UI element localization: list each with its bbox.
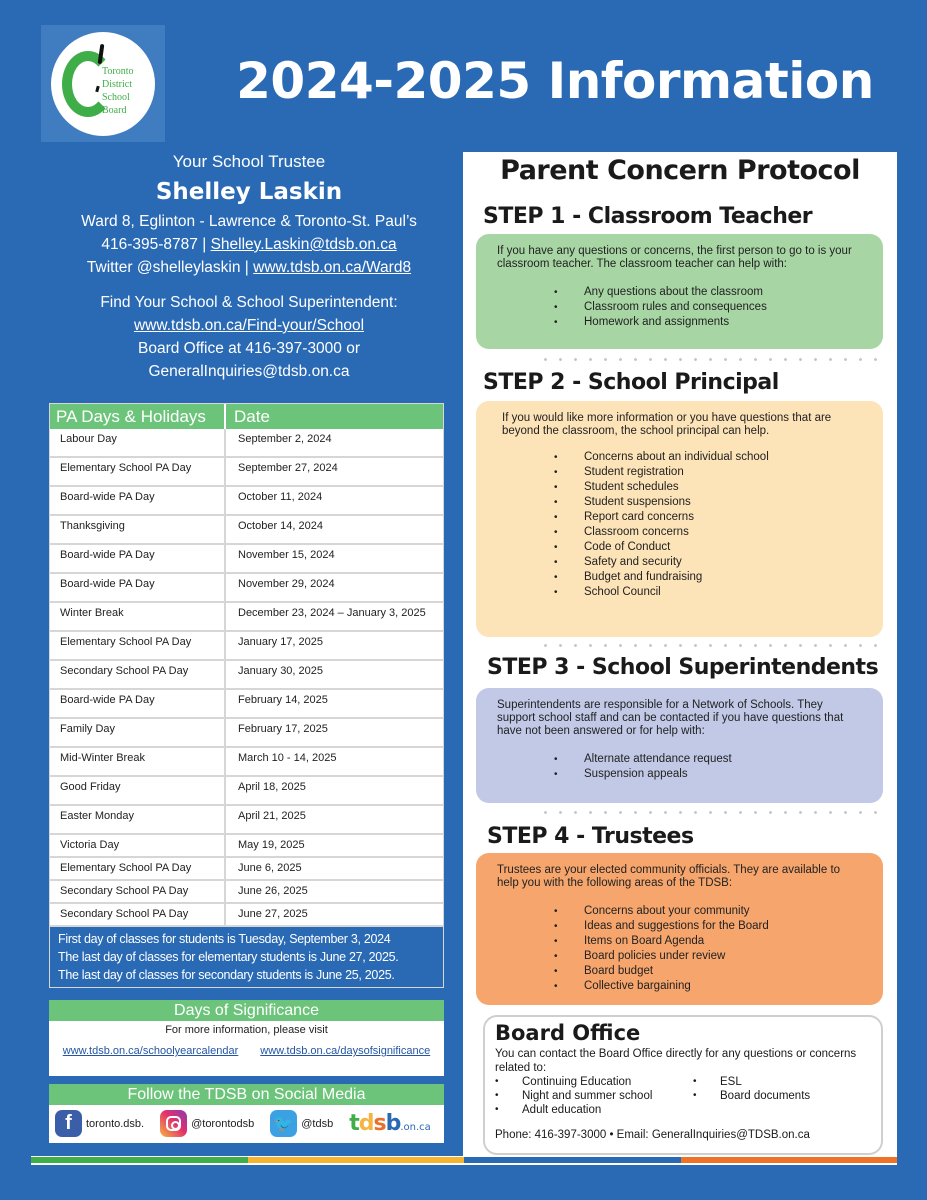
event-cell: Elementary School PA Day (50, 858, 226, 879)
list-item: • Code of Conduct (497, 540, 863, 555)
list-item: • Ideas and suggestions for the Board (497, 919, 863, 934)
list-item: • Student suspensions (497, 495, 863, 510)
table-row (50, 719, 443, 748)
logo-line: School (102, 91, 130, 103)
board-office-phone: Board Office at 416-397-3000 or (137, 340, 361, 357)
stripe-yellow (248, 1157, 465, 1163)
trustee-twitter: Twitter @shelleylaskin (86, 259, 241, 276)
find-school-link[interactable]: www.tdsb.on.ca/Find-your/School (133, 317, 365, 334)
event-cell: Board-wide PA Day (50, 545, 226, 572)
step-3-title: STEP 3 - School Superintendents (487, 655, 879, 680)
list-item: • Suspension appeals (497, 767, 863, 782)
event-cell: Easter Monday (50, 806, 226, 833)
board-office-list-2 (693, 1075, 810, 1117)
table-row (50, 904, 443, 927)
table-row (50, 429, 443, 458)
instagram-handle: @torontodsb (191, 1117, 255, 1130)
list-item: • Board budget (497, 964, 863, 979)
table-row (50, 806, 443, 835)
twitter-link[interactable] (270, 1110, 333, 1137)
social-media-section (49, 1084, 444, 1143)
list-item: • Board documents (693, 1089, 810, 1103)
logo-line: District (102, 78, 132, 90)
date-cell: February 14, 2025 (238, 694, 328, 706)
list-item: • Collective bargaining (497, 979, 863, 994)
trustee-info (45, 150, 453, 383)
event-cell: Thanksgiving (50, 516, 226, 543)
event-cell: Board-wide PA Day (50, 574, 226, 601)
event-cell: Family Day (50, 719, 226, 746)
list-item: • Classroom concerns (497, 525, 863, 540)
step-1-list (497, 285, 863, 330)
table-row (50, 690, 443, 719)
board-office-box (483, 1015, 883, 1155)
brand-letter: s (373, 1111, 386, 1136)
list-item: • Concerns about an individual school (497, 450, 863, 465)
apple-logo-icon (51, 32, 155, 136)
list-item: • Classroom rules and consequences (497, 300, 863, 315)
tdsb-website-logo[interactable] (349, 1111, 431, 1136)
board-office-title: Board Office (495, 1021, 641, 1045)
table-row (50, 777, 443, 806)
dotted-divider (538, 644, 883, 647)
school-year-calendar-link[interactable]: www.tdsb.on.ca/schoolyearcalendar (62, 1045, 239, 1057)
date-cell: May 19, 2025 (238, 839, 305, 851)
event-cell: Secondary School PA Day (50, 881, 226, 902)
board-office-intro: You can contact the Board Office directly for any questions or concerns related to: (495, 1048, 857, 1074)
event-cell: Board-wide PA Day (50, 690, 226, 717)
date-cell: December 23, 2024 – January 3, 2025 (238, 607, 426, 619)
table-row (50, 458, 443, 487)
list-item: • Adult education (495, 1103, 693, 1117)
table-row (50, 858, 443, 881)
step-2-intro: If you would like more information or you have questions that are beyond the classroom, the school principal can help. (502, 412, 832, 437)
step-3-list (497, 752, 863, 782)
facebook-icon: f (55, 1110, 82, 1137)
list-item: • Any questions about the classroom (497, 285, 863, 300)
facebook-handle: toronto.dsb. (86, 1117, 145, 1130)
date-cell: February 17, 2025 (238, 723, 328, 735)
list-item: • Report card concerns (497, 510, 863, 525)
date-cell: September 27, 2024 (238, 462, 338, 474)
table-row (50, 487, 443, 516)
list-item: • Student schedules (497, 480, 863, 495)
date-cell: September 2, 2024 (238, 433, 332, 445)
stripe-blue (464, 1157, 681, 1163)
table-row (50, 574, 443, 603)
date-cell: October 14, 2024 (238, 520, 324, 532)
section-subtitle: For more information, please visit (165, 1024, 328, 1036)
list-item: • Board policies under review (497, 949, 863, 964)
event-cell: Winter Break (50, 603, 226, 630)
step-4-box (476, 853, 883, 1005)
list-item: • ESL (693, 1075, 810, 1089)
table-row (50, 835, 443, 858)
list-item: • Student registration (497, 465, 863, 480)
event-cell: Labour Day (50, 429, 226, 456)
list-item: • Safety and security (497, 555, 863, 570)
step-1-title: STEP 1 - Classroom Teacher (483, 204, 813, 229)
section-heading: Follow the TDSB on Social Media (49, 1084, 444, 1105)
days-of-significance (49, 1000, 444, 1076)
twitter-handle: @tdsb (301, 1117, 334, 1130)
date-cell: April 18, 2025 (238, 781, 306, 793)
date-cell: November 15, 2024 (238, 549, 335, 561)
pa-days-table (49, 403, 444, 988)
dotted-divider (538, 358, 883, 361)
facebook-link[interactable] (55, 1110, 144, 1137)
list-item: • Concerns about your community (497, 904, 863, 919)
board-office-list-1 (495, 1075, 693, 1117)
board-office-contact: Phone: 416-397-3000 • Email: GeneralInquiries@TDSB.on.ca (495, 1129, 810, 1141)
table-row (50, 748, 443, 777)
trustee-label: Your School Trustee (172, 152, 326, 171)
list-item: • Budget and fundraising (497, 570, 863, 585)
table-row (50, 516, 443, 545)
event-cell: Elementary School PA Day (50, 632, 226, 659)
table-row (50, 545, 443, 574)
table-header (50, 404, 443, 429)
parent-concern-protocol (463, 152, 897, 1156)
date-cell: January 17, 2025 (238, 636, 324, 648)
step-3-box (476, 688, 883, 803)
trustee-contact-line (45, 233, 453, 256)
date-cell: October 11, 2024 (238, 491, 323, 503)
general-inquiries-email: GeneralInquiries@tdsb.on.ca (148, 363, 350, 380)
table-row (50, 881, 443, 904)
step-4-list (497, 904, 863, 994)
date-cell: April 21, 2025 (238, 810, 306, 822)
brand-letter: t (349, 1111, 359, 1136)
event-cell: Mid-Winter Break (50, 748, 226, 775)
event-cell: Board-wide PA Day (50, 487, 226, 514)
step-1-intro: If you have any questions or concerns, the first person to go to is your classroom teacher. The classroom teacher can help with: (497, 245, 852, 270)
stripe-green (31, 1157, 248, 1163)
instagram-link[interactable] (160, 1110, 254, 1137)
brand-letter: d (358, 1111, 374, 1136)
table-row (50, 661, 443, 690)
trustee-email-link[interactable]: Shelley.Laskin@tdsb.on.ca (210, 236, 397, 253)
trustee-ward: Ward 8, Eglinton - Lawrence & Toronto-St. Paul’s (81, 213, 417, 230)
instagram-icon (160, 1110, 187, 1137)
step-2-title: STEP 2 - School Principal (483, 370, 779, 395)
table-row (50, 632, 443, 661)
list-item: • Night and summer school (495, 1089, 693, 1103)
date-cell: June 27, 2025 (238, 908, 308, 920)
column-header-event: PA Days & Holidays (50, 404, 226, 429)
classes-notes (50, 927, 443, 987)
tdsb-logo (41, 25, 165, 142)
step-4-intro: Trustees are your elected community officials. They are available to help you with the following areas of the TDSB: (497, 864, 841, 889)
section-heading: Days of Significance (49, 1000, 444, 1021)
separator: | (244, 259, 249, 276)
logo-line: Board (102, 104, 127, 116)
logo-text (102, 65, 134, 117)
date-cell: June 6, 2025 (238, 862, 302, 874)
brand-domain: .on.ca (400, 1122, 431, 1133)
list-item: • School Council (497, 585, 863, 600)
trustee-website-link[interactable]: www.tdsb.on.ca/Ward8 (253, 259, 412, 276)
event-cell: Elementary School PA Day (50, 458, 226, 485)
date-cell: June 26, 2025 (238, 885, 308, 897)
event-cell: Secondary School PA Day (50, 904, 226, 925)
dotted-divider (538, 811, 883, 814)
brand-letter: b (385, 1111, 401, 1136)
trustee-phone: 416-395-8787 (101, 236, 198, 253)
protocol-title: Parent Concern Protocol (500, 155, 860, 186)
note-last-day-elementary: The last day of classes for elementary students is June 27, 2025. (58, 950, 399, 964)
step-2-list (497, 450, 863, 600)
date-cell: March 10 - 14, 2025 (238, 752, 337, 764)
find-school-label: Find Your School & School Superintendent: (100, 294, 398, 311)
step-3-intro: Superintendents are responsible for a Network of Schools. They support school staff and can be contacted if you have questions that have not been answered or for help with: (497, 699, 844, 737)
note-first-day: First day of classes for students is Tuesday, September 3, 2024 (58, 932, 391, 946)
event-cell: Good Friday (50, 777, 226, 804)
trustee-social-line (45, 256, 453, 279)
separator: | (202, 236, 207, 253)
trustee-name: Shelley Laskin (155, 179, 343, 205)
list-item: • Homework and assignments (497, 315, 863, 330)
event-cell: Victoria Day (50, 835, 226, 856)
stripe-orange (681, 1157, 898, 1163)
note-last-day-secondary: The last day of classes for secondary students is June 25, 2025. (58, 968, 395, 982)
list-item: • Continuing Education (495, 1075, 693, 1089)
days-of-significance-link[interactable]: www.tdsb.on.ca/daysofsignificance (260, 1045, 431, 1057)
list-item: • Alternate attendance request (497, 752, 863, 767)
column-header-date: Date (234, 407, 270, 426)
date-cell: November 29, 2024 (238, 578, 335, 590)
color-stripe (31, 1156, 897, 1165)
list-item: • Items on Board Agenda (497, 934, 863, 949)
page-title: 2024-2025 Information (236, 52, 874, 110)
step-4-title: STEP 4 - Trustees (487, 824, 694, 849)
event-cell: Secondary School PA Day (50, 661, 226, 688)
logo-line: Toronto (102, 65, 134, 77)
table-row (50, 603, 443, 632)
step-2-box (476, 401, 883, 637)
twitter-icon: 🐦 (270, 1110, 297, 1137)
date-cell: January 30, 2025 (238, 665, 324, 677)
step-1-box (476, 234, 883, 349)
